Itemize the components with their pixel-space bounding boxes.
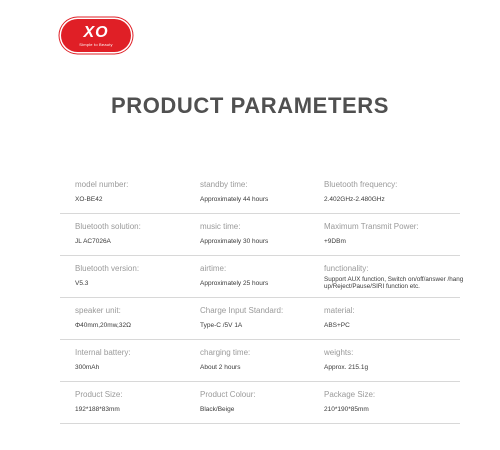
- param-label: Bluetooth solution:: [75, 222, 141, 231]
- param-value: JL AC7026A: [75, 238, 111, 245]
- parameters-table: [60, 172, 464, 424]
- param-label: Maximum Transmit Power:: [324, 222, 419, 231]
- table-row: [60, 172, 460, 214]
- param-cell: [75, 382, 190, 423]
- param-cell: [200, 214, 315, 255]
- param-value: Type-C /5V 1A: [200, 322, 243, 329]
- param-cell: [200, 382, 315, 423]
- param-cell: [324, 382, 464, 423]
- param-label: speaker unit:: [75, 306, 121, 315]
- param-value: About 2 hours: [200, 364, 241, 371]
- param-label: material:: [324, 306, 355, 315]
- param-label: Product Size:: [75, 390, 123, 399]
- table-row: [60, 298, 460, 340]
- param-value: ABS+PC: [324, 322, 350, 329]
- param-cell: [200, 172, 315, 213]
- param-cell: [324, 298, 464, 339]
- param-cell: [75, 256, 190, 297]
- param-value: Approximately 30 hours: [200, 238, 269, 245]
- param-value: Φ40mm,20mw,32Ω: [75, 322, 131, 329]
- brand-logo: [61, 19, 131, 52]
- param-label: functionality:: [324, 264, 369, 273]
- param-label: model number:: [75, 180, 129, 189]
- param-cell: [324, 172, 464, 213]
- param-label: weights:: [324, 348, 354, 357]
- logo-tagline: Simple to Beauty: [79, 41, 113, 47]
- param-value: Black/Beige: [200, 406, 235, 413]
- param-value: XO-BE42: [75, 196, 103, 203]
- param-value: +9DBm: [324, 238, 346, 245]
- param-value: 192*188*83mm: [75, 406, 120, 413]
- param-value: Support AUX function, Switch on/off/answer /hang up/Reject/Pause/SIRI function etc.: [324, 276, 464, 290]
- param-label: Bluetooth frequency:: [324, 180, 398, 189]
- param-cell: [200, 340, 315, 381]
- param-label: Product Colour:: [200, 390, 256, 399]
- param-label: Charge Input Standard:: [200, 306, 284, 315]
- param-cell: [75, 214, 190, 255]
- param-value: 210*190*85mm: [324, 406, 369, 413]
- table-row: [60, 382, 460, 424]
- param-label: standby time:: [200, 180, 248, 189]
- param-value: V5.3: [75, 280, 89, 287]
- param-value: Approximately 25 hours: [200, 280, 269, 287]
- param-value: 300mAh: [75, 364, 100, 371]
- param-cell: [324, 256, 464, 297]
- param-value: 2.402GHz-2.480GHz: [324, 196, 385, 203]
- param-cell: [324, 340, 464, 381]
- param-value: Approx. 215.1g: [324, 364, 369, 371]
- param-cell: [75, 172, 190, 213]
- logo-mark: XO: [83, 23, 109, 41]
- param-cell: [75, 298, 190, 339]
- param-cell: [200, 298, 315, 339]
- param-label: music time:: [200, 222, 241, 231]
- table-row: [60, 340, 460, 382]
- param-label: Bluetooth version:: [75, 264, 140, 273]
- param-cell: [75, 340, 190, 381]
- page-title: PRODUCT PARAMETERS: [110, 93, 390, 118]
- param-label: airtime:: [200, 264, 227, 273]
- param-value: Approximately 44 hours: [200, 196, 269, 203]
- param-cell: [324, 214, 464, 255]
- param-label: charging time:: [200, 348, 251, 357]
- table-row: [60, 256, 464, 298]
- param-label: Package Size:: [324, 390, 376, 399]
- param-cell: [200, 256, 315, 297]
- param-label: Internal battery:: [75, 348, 131, 357]
- table-row: [60, 214, 460, 256]
